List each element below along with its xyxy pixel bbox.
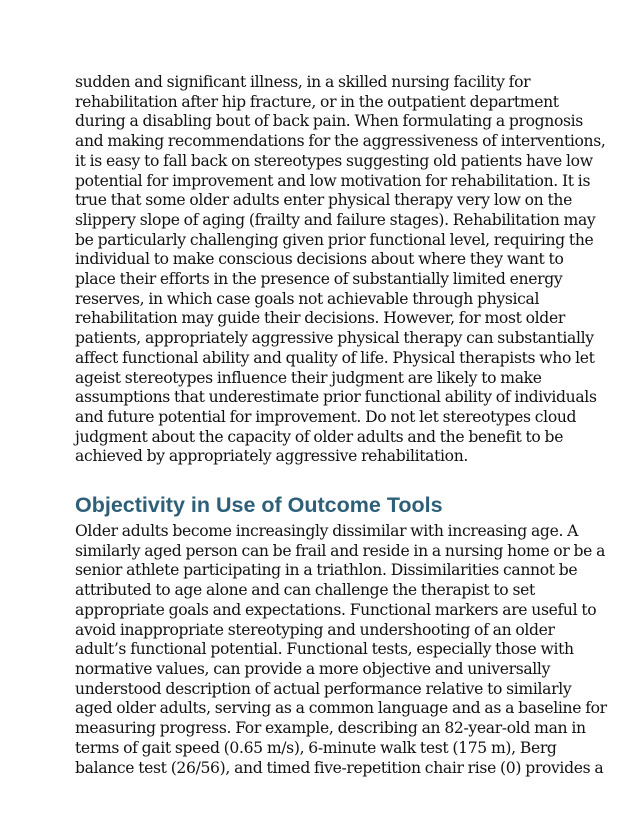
text-line: Older adults become increasingly dissimilar with increasing age. A xyxy=(75,522,579,541)
text-line: aged older adults, serving as a common language and as a baseline for xyxy=(75,699,607,718)
text-line: senior athlete participating in a triathlon. Dissimilarities cannot be xyxy=(75,561,578,580)
text-line: avoid inappropriate stereotyping and undershooting of an older xyxy=(75,620,555,639)
text-line: it is easy to fall back on stereotypes suggesting old patients have low xyxy=(75,151,593,170)
text-line: individual to make conscious decisions about where they want to xyxy=(75,250,564,269)
text-line: attributed to age alone and can challenge the therapist to set xyxy=(75,581,535,600)
text-line: affect functional ability and quality of life. Physical therapists who let xyxy=(75,348,595,367)
section-heading: Objectivity in Use of Outcome Tools xyxy=(75,493,443,518)
text-line: measuring progress. For example, describing an 82-year-old man in xyxy=(75,719,586,738)
text-line: be particularly challenging given prior functional level, requiring the xyxy=(75,230,594,249)
text-line: rehabilitation may guide their decisions. However, for most older xyxy=(75,309,565,328)
text-line: ageist stereotypes influence their judgment are likely to make xyxy=(75,368,542,387)
text-line: place their efforts in the presence of substantially limited energy xyxy=(75,270,563,289)
text-line: adult’s functional potential. Functional tests, especially those with xyxy=(75,640,574,659)
document-page xyxy=(75,73,607,778)
text-line: potential for improvement and low motivation for rehabilitation. It is xyxy=(75,171,591,190)
text-line: judgment about the capacity of older adults and the benefit to be xyxy=(75,427,564,446)
text-line: rehabilitation after hip fracture, or in the outpatient department xyxy=(75,92,559,111)
text-line: understood description of actual performance relative to similarly xyxy=(75,679,572,698)
paragraph-outcome-tools xyxy=(75,522,607,778)
text-line: normative values, can provide a more objective and universally xyxy=(75,659,551,678)
text-line: and future potential for improvement. Do not let stereotypes cloud xyxy=(75,407,577,426)
text-line: and making recommendations for the aggressiveness of interventions, xyxy=(75,132,606,151)
text-line: reserves, in which case goals not achievable through physical xyxy=(75,289,540,308)
text-line: assumptions that underestimate prior functional ability of individuals xyxy=(75,388,597,407)
text-line: terms of gait speed (0.65 m/s), 6-minute walk test (175 m), Berg xyxy=(75,738,557,757)
text-line: true that some older adults enter physical therapy very low on the xyxy=(75,191,572,210)
paragraph-stereotypes xyxy=(75,73,606,467)
text-line: during a disabling bout of back pain. When formulating a prognosis xyxy=(75,112,583,131)
text-line: patients, appropriately aggressive physical therapy can substantially xyxy=(75,329,594,348)
text-line: sudden and significant illness, in a skilled nursing facility for xyxy=(75,73,531,91)
text-line: similarly aged person can be frail and reside in a nursing home or be a xyxy=(75,541,606,560)
text-line: balance test (26/56), and timed five-repetition chair rise (0) provides a xyxy=(75,758,604,777)
text-line: slippery slope of aging (frailty and failure stages). Rehabilitation may xyxy=(75,210,596,229)
text-line: appropriate goals and expectations. Functional markers are useful to xyxy=(75,600,597,619)
text-line: achieved by appropriately aggressive rehabilitation. xyxy=(75,447,468,466)
